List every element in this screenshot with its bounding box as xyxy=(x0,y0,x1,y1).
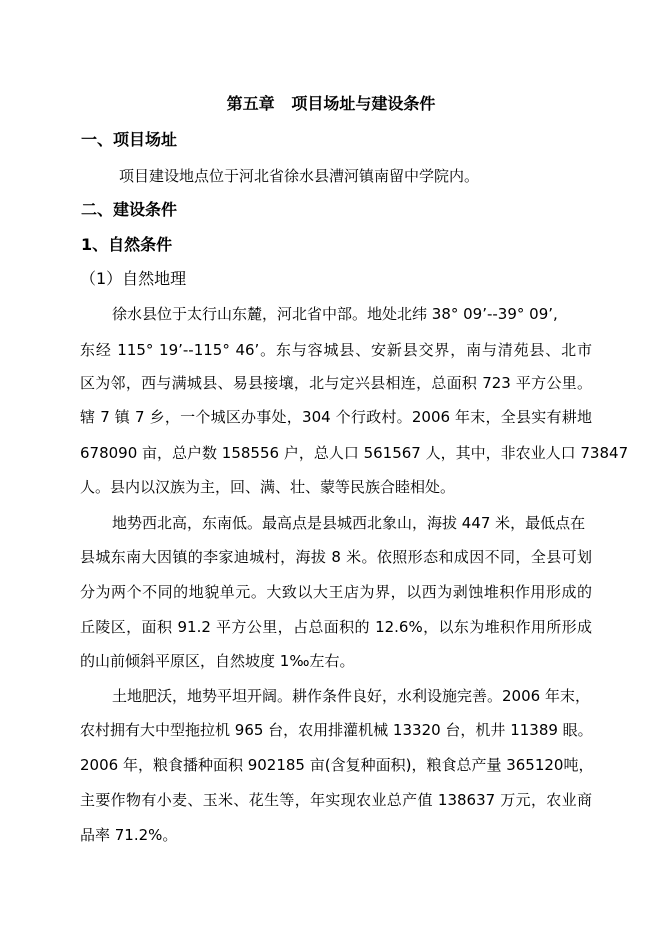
paragraph-line: 2006 年，粮食播种面积 902185 亩(含复种面积)，粮食总产量 365120吨， xyxy=(80,756,594,774)
subheading-natural-geography: （1）自然地理 xyxy=(80,269,187,288)
subheading-natural-conditions: 1、自然条件 xyxy=(81,235,173,254)
paragraph-line: 主要作物有小麦、玉米、花生等，年实现农业总产值 138637 万元，农业商 xyxy=(80,791,592,809)
section-heading-site: 一、项目场址 xyxy=(81,130,178,149)
section-heading-conditions: 二、建设条件 xyxy=(81,200,178,219)
paragraph-line: 东经 115° 19’--115° 46’。东与容城县、安新县交界，南与清苑县、北市 xyxy=(80,341,592,359)
paragraph-line: 辖 7 镇 7 乡，一个城区办事处，304 个行政村。2006 年末，全县实有耕地 xyxy=(80,408,592,426)
chapter-title: 第五章 项目场址与建设条件 xyxy=(226,94,436,113)
paragraph-line: 区为邻，西与满城县、易县接壤，北与定兴县相连，总面积 723 平方公里。 xyxy=(80,374,592,392)
paragraph-line: 678090 亩，总户数 158556 户，总人口 561567 人，其中，非农业人口 73847 xyxy=(80,444,629,462)
site-description: 项目建设地点位于河北省徐水县漕河镇南留中学院内。 xyxy=(119,167,480,185)
paragraph-line: 品率 71.2%。 xyxy=(80,826,178,844)
paragraph-line: 地势西北高，东南低。最高点是县城西北象山，海拔 447 米，最低点在 xyxy=(112,514,586,532)
paragraph-line: 分为两个不同的地貌单元。大致以大王店为界，以西为剥蚀堆积作用形成的 xyxy=(80,583,592,601)
paragraph-line: 县城东南大因镇的李家迪城村，海拔 8 米。依照形态和成因不同，全县可划 xyxy=(80,548,592,566)
paragraph-line: 土地肥沃，地势平坦开阔。耕作条件良好，水利设施完善。2006 年末， xyxy=(112,687,590,705)
paragraph-line: 农村拥有大中型拖拉机 965 台，农用排灌机械 13320 台，机井 11389 眼。 xyxy=(80,721,593,739)
paragraph-line: 徐水县位于太行山东麓，河北省中部。地处北纬 38° 09’--39° 09’, xyxy=(112,305,558,323)
paragraph-line: 的山前倾斜平原区，自然坡度 1‰左右。 xyxy=(80,652,355,670)
paragraph-line: 丘陵区，面积 91.2 平方公里，占总面积的 12.6%，以东为堆积作用所形成 xyxy=(80,618,592,636)
paragraph-line: 人。县内以汉族为主，回、满、壮、蒙等民族合睦相处。 xyxy=(80,478,456,496)
